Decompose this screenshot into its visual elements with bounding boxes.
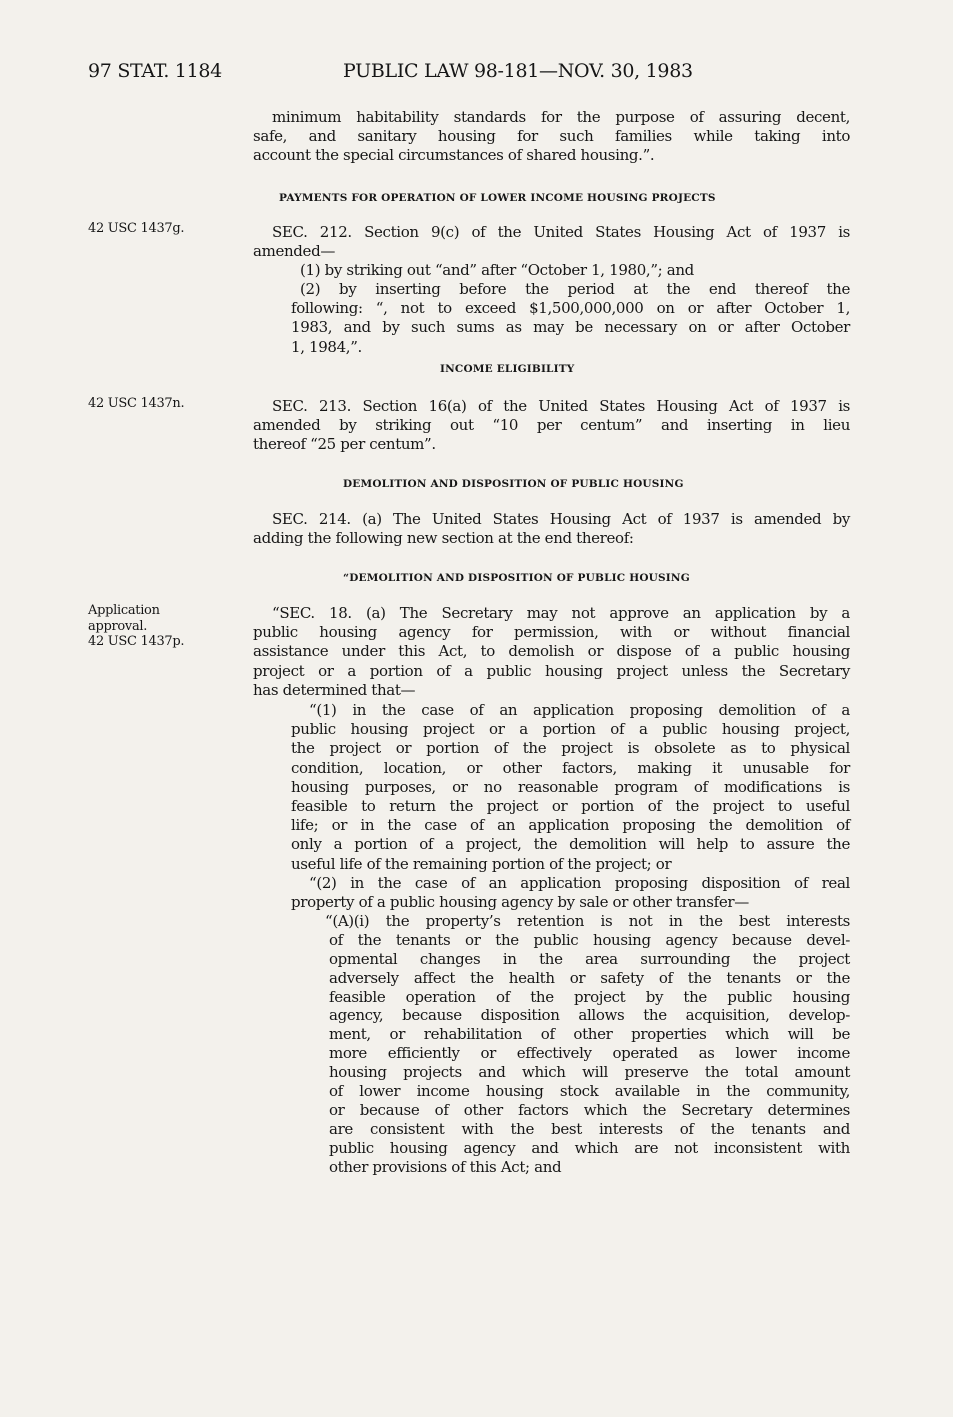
text-line: more efficiently or effectively operated as lower income xyxy=(329,1044,850,1063)
text-line: adversely affect the health or safety of the tenants or the xyxy=(329,968,850,987)
text-line: only a portion of a project, the demolition will help to assure the xyxy=(291,835,850,854)
paragraph-sec-212-2 xyxy=(253,280,850,357)
text-line: public housing agency and which are not inconsistent with xyxy=(329,1138,850,1157)
heading-income-eligibility: INCOME ELIGIBILITY xyxy=(440,363,575,375)
text-line: of the tenants or the public housing agency because devel- xyxy=(329,930,850,949)
heading-payments: PAYMENTS FOR OPERATION OF LOWER INCOME HOUSING PROJECTS xyxy=(279,192,716,204)
running-title: PUBLIC LAW 98-181—NOV. 30, 1983 xyxy=(343,60,693,82)
text-line: feasible to return the project or portion of the project to useful xyxy=(291,796,850,815)
paragraph-sec-213 xyxy=(253,397,850,455)
text-line: amended by striking out “10 per centum” and inserting in lieu xyxy=(253,416,850,435)
text-line: (2) by inserting before the period at the end thereof the xyxy=(300,280,850,298)
text-line: are consistent with the best interests of the tenants and xyxy=(329,1119,850,1138)
text-line: “(A)(i) the property’s retention is not in the best interests xyxy=(325,912,850,930)
text-line: safe, and sanitary housing for such families while taking into xyxy=(253,127,850,146)
stat-page-number: 97 STAT. 1184 xyxy=(88,60,222,82)
paragraph-sec-18-2-a xyxy=(253,912,850,1176)
text-line: opmental changes in the area surrounding the project xyxy=(329,949,850,968)
text-line: SEC. 213. Section 16(a) of the United States Housing Act of 1937 is xyxy=(272,397,850,415)
text-line: other provisions of this Act; and xyxy=(329,1157,562,1176)
text-line: “SEC. 18. (a) The Secretary may not approve an application by a xyxy=(272,604,850,622)
text-line: adding the following new section at the end thereof: xyxy=(253,529,634,548)
text-line: property of a public housing agency by sale or other transfer— xyxy=(291,893,749,912)
paragraph-intro xyxy=(253,108,850,166)
text-line: minimum habitability standards for the purpose of assuring decent, xyxy=(272,108,850,126)
text-line: “(2) in the case of an application proposing disposition of real xyxy=(309,874,850,892)
text-line: ment, or rehabilitation of other properties which will be xyxy=(329,1025,850,1044)
heading-demolition-quoted: “DEMOLITION AND DISPOSITION OF PUBLIC HOUSING xyxy=(343,572,690,584)
margin-note-sec18: Application approval. 42 USC 1437p. xyxy=(88,603,185,649)
text-line: or because of other factors which the Secretary determines xyxy=(329,1100,850,1119)
text-line: agency, because disposition allows the acquisition, develop- xyxy=(329,1006,850,1025)
text-line: life; or in the case of an application proposing the demolition of xyxy=(291,816,850,835)
text-line: “(1) in the case of an application proposing demolition of a xyxy=(309,701,850,719)
text-line: housing projects and which will preserve the total amount xyxy=(329,1063,850,1082)
margin-note-sec213: 42 USC 1437n. xyxy=(88,396,185,411)
text-line: housing purposes, or no reasonable program of modifications is xyxy=(291,777,850,796)
text-line: public housing project or a portion of a public housing project, xyxy=(291,720,850,739)
paragraph-sec-212-1 xyxy=(253,261,850,280)
paragraph-sec-18-2 xyxy=(253,874,850,912)
text-line: thereof “25 per centum”. xyxy=(253,435,436,454)
text-line: the project or portion of the project is obsolete as to physical xyxy=(291,739,850,758)
paragraph-sec-214 xyxy=(253,510,850,548)
text-line: condition, location, or other factors, making it unusable for xyxy=(291,758,850,777)
text-line: project or a portion of a public housing project unless the Secretary xyxy=(253,661,850,680)
margin-note-sec212: 42 USC 1437g. xyxy=(88,221,185,236)
text-line: 1, 1984,”. xyxy=(291,337,362,356)
text-line: 1983, and by such sums as may be necessary on or after October xyxy=(291,318,850,337)
paragraph-sec-212 xyxy=(253,223,850,261)
text-line: account the special circumstances of shared housing.”. xyxy=(253,146,655,165)
text-line: feasible operation of the project by the public housing xyxy=(329,987,850,1006)
text-line: of lower income housing stock available in the community, xyxy=(329,1082,850,1101)
text-line: amended— xyxy=(253,242,335,261)
text-line: SEC. 214. (a) The United States Housing Act of 1937 is amended by xyxy=(272,510,850,528)
paragraph-sec-18 xyxy=(253,604,850,700)
heading-demolition: DEMOLITION AND DISPOSITION OF PUBLIC HOUSING xyxy=(343,478,684,490)
text-line: (1) by striking out “and” after “October 1, 1980,”; and xyxy=(300,261,694,279)
text-line: assistance under this Act, to demolish or dispose of a public housing xyxy=(253,642,850,661)
text-line: SEC. 212. Section 9(c) of the United States Housing Act of 1937 is xyxy=(272,223,850,241)
paragraph-sec-18-1 xyxy=(253,701,850,874)
text-line: public housing agency for permission, with or without financial xyxy=(253,623,850,642)
text-line: useful life of the remaining portion of the project; or xyxy=(291,854,672,873)
text-line: has determined that— xyxy=(253,680,416,699)
text-line: following: “, not to exceed $1,500,000,000 on or after October 1, xyxy=(291,299,850,318)
